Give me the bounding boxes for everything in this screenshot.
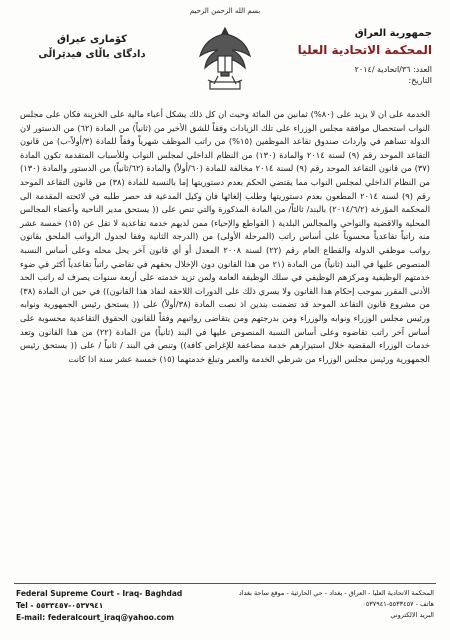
document-body: [20, 108, 430, 366]
footer-email-label-ar: البريد الالكتروني: [390, 611, 434, 619]
header-arabic: [282, 28, 432, 85]
iraq-eagle-emblem-icon: [196, 22, 254, 100]
footer-arabic: [214, 588, 434, 621]
footer-address-ar: المحكمة الاتحادية العليا - العراق - بغداد - حي الحارثية - موقع ساحة بغداد: [238, 589, 434, 597]
country-name-kurdish: كۆماری عیراق: [57, 34, 127, 45]
footer-english: [16, 588, 216, 624]
case-number: العدد: ٣٦/اتحادية /٢٠١٤: [354, 65, 432, 74]
body-paragraph: الخدمة على ان لا يزيد على (٨٠%) ثمانين من المائة وحيث ان كل ذلك يشكل أعباء مالية على الخزينة فكان على مجلس النواب استحصال موافقة مجلس الوزراء على تلك الزيادات وفقاً للشق الأخير من (ثانياً) من المادة (٦٢) من الدستور لان الدولة تساهم في واردات صندوق تقاعد الموظفين (١٥%) من راتب الموظف شهرياً وفقاً للمادة (٣/أولاً-ب) من قانون التقاعد الموحد رقم (٩) لسنة ٢٠١٤ والمادة (١٣٠) من النظام الداخلي لمجلس النواب وللأسباب المتقدمة تكون المادة (٣٧) من قانون التقاعد الموحد رقم (٩) لسنة ٢٠١٤ مخالفة للمادة (٦٠/أولاً) والمادة (٦٢/ثانياً) من الدستور والمادة (١٣٠) من النظام الداخلي لمجلس النواب مما يقتضي الحكم بعدم دستوريتها إما بالنسبة للمادة (٣٨) من قانون التقاعد الموحد رقم (٩) لسنة ٢٠١٤ المطعون بعدم دستوريتها وطلب إلغائها فان وكيل المدعية قد حصر طلبه في لائحته المقدمة الى المحكمة المؤرخة (٢٠١٤/٦/٢) بالبند/ ثالثاً/ من المادة المذكورة والتي تنص على (( يستحق مدير الناحية وأعضاء المجالس المحلية والاقضية والنواحي والمجالس البلدية ( القواطع والإحياء) ممن لديهم خدمة تقاعدية لا تقل عن (١٥) خمسة عشر منه راتباً تقاعدياً محسوباً على أساس راتب (المرحلة الأولى) من (الدرجة الثانية وفقا لجدول الرواتب الملحق بقانون رواتب موظفي الدولة والقطاع العام رقم (٢٢) لسنة ٢٠٠٨ المعدل أو أي قانون آخر يحل محله وعلى أساس النسبة المنصوص عليها في البند (ثانياً) من المادة (٢١ من هذا القانون دون الإخلال بحقهم في تقاضي راتباً تقاعدياً أكثر في ضوء خدمتهم الوظيفية ومركزهم الوظيفي في سلك الوظيفة العامة ولمن تزيد خدمته على أربعة سنوات يصرف له راتب الحد الأدنى المقرر بموجب إحكام هذا القانون ولا يسري ذلك على الدورات اللاحقة لنفاذ هذا القانون)) في حين ان المادة (٣٨) من مشروع قانون التقاعد الموحد قد تضمنت بندين اذ نصت المادة (٣٨/أولاً) على (( يستحق رئيس الجمهورية ونوابه ورئيس مجلس الوزراء ونوابه والوزراء ومن بدرجتهم ومن يتقاضى رواتبهم وفقاً للقانون الحقوق التقاعدية محسوبة على أساس آخر راتب تقاضوه وعلى أساس النسبة المنصوص عليها في البند (ثانياً) من المادة (٢٢) من هذا القانون وتعد خدمات الوزراء المقضية خلال استيزارهم خدمة مضاعفة للإغراض كافة)) وتنص في البند / ثانياً / على (( يستحق رئيس الجمهورية ورئيس مجلس الوزراء من شرطي الخدمة والعمر وتبلغ خدمتهما (١٥) خمسة عشر سنة اذا كانت: [20, 109, 431, 364]
basmala: بسم الله الرحمن الرحيم: [189, 7, 261, 15]
country-name-arabic: جمهورية العراق: [354, 28, 432, 39]
court-name-kurdish: دادگای باڵای فیدێراڵی: [38, 49, 146, 60]
footer-phone-en: Tel - ٠٥٣٧٩٤١-٥٥٣٣٤٥٧: [16, 601, 104, 610]
header-kurdish: [22, 34, 162, 60]
footer-court-name-en: Federal Supreme Court - Iraq- Baghdad: [16, 589, 183, 598]
footer-phone-ar: هاتف - ٥٥٣٣٤٥٧-٠٥٣٧٩٤١: [362, 600, 434, 608]
document-date: التاريخ:: [408, 76, 432, 85]
footer-divider: [14, 583, 436, 584]
footer-email: E-mail: federalcourt_iraq@yahoo.com: [16, 613, 175, 622]
court-name-arabic: المحكمة الاتحادية العليا: [297, 43, 432, 57]
